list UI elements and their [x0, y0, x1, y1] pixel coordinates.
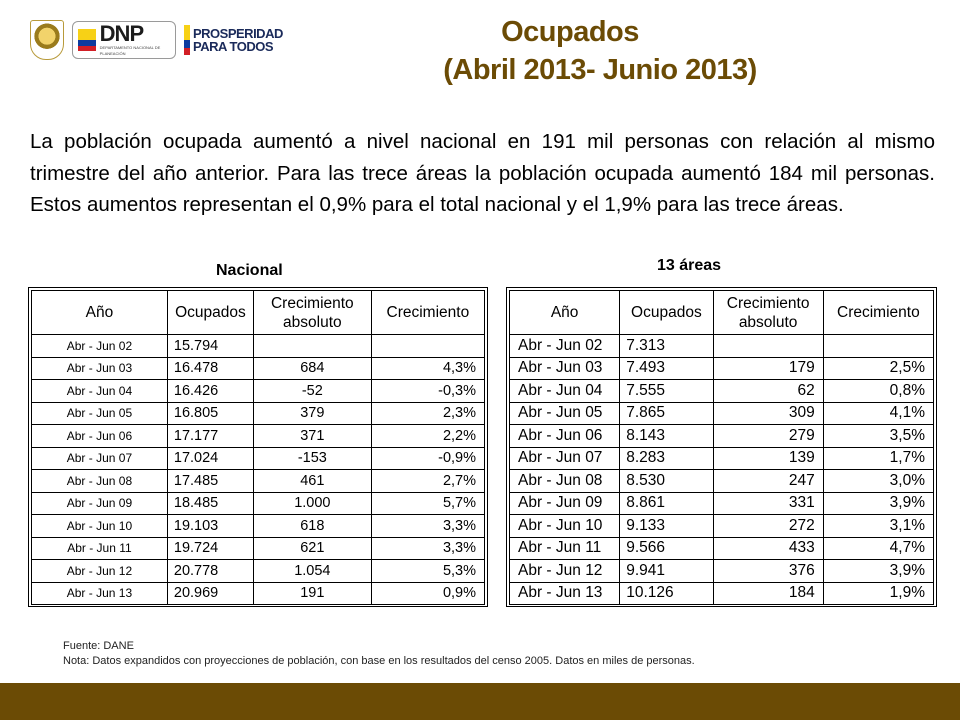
nacional-table-cell: 3,3%: [371, 537, 484, 560]
nacional-table-label: Nacional: [216, 262, 283, 279]
flag-icon: [78, 29, 96, 51]
nacional-table-cell: 1.054: [253, 560, 371, 583]
header-logos: [30, 18, 283, 62]
trece-areas-table-row: [510, 515, 934, 538]
nacional-table-cell: 19.724: [167, 537, 253, 560]
trece-areas-table-row: [510, 402, 934, 425]
trece-areas-table-cell: 9.566: [620, 537, 713, 560]
nacional-table-cell: Abr - Jun 12: [32, 560, 168, 583]
trece-areas-table-cell: 9.133: [620, 515, 713, 538]
trece-areas-table-cell: 184: [713, 582, 823, 605]
summary-paragraph: La población ocupada aumentó a nivel nacional en 191 mil personas con relación al mismo trimestre del año anterior. Para las trece áreas la población ocupada aumentó 184 mil personas. Estos aumentos representan el 0,9% para el total nacional y el 1,9% para las trece áreas.: [30, 130, 935, 216]
nacional-table-cell: Abr - Jun 11: [32, 537, 168, 560]
nacional-table-cell: Abr - Jun 03: [32, 357, 168, 380]
nacional-table-cell: 20.969: [167, 582, 253, 605]
trece-areas-table-cell: Abr - Jun 11: [510, 537, 620, 560]
nacional-table-cell: Abr - Jun 10: [32, 515, 168, 538]
trece-areas-table-cell: 8.143: [620, 425, 713, 448]
trece-areas-table-cell: 8.530: [620, 470, 713, 493]
flag-bars-icon: [184, 25, 190, 55]
nacional-table: [28, 287, 488, 607]
footer-band: [0, 683, 960, 720]
nacional-table-cell: 16.805: [167, 402, 253, 425]
trece-areas-table-cell: 309: [713, 402, 823, 425]
data-note: Nota: Datos expandidos con proyecciones de población, con base en los resultados del censo 2005. Datos en miles de personas.: [63, 655, 695, 667]
trece-areas-table-cell: Abr - Jun 05: [510, 402, 620, 425]
trece-areas-table-cell: [713, 335, 823, 358]
nacional-table-row: [32, 380, 485, 403]
nacional-table-row: [32, 537, 485, 560]
trece-areas-table-cell: [823, 335, 933, 358]
nacional-table-row: [32, 425, 485, 448]
trece-areas-table-cell: Abr - Jun 09: [510, 492, 620, 515]
nacional-table-cell: -0,3%: [371, 380, 484, 403]
trece-areas-table-cell: 3,5%: [823, 425, 933, 448]
trece-areas-table-cell: Abr - Jun 12: [510, 560, 620, 583]
trece-areas-table-row: [510, 447, 934, 470]
trece-areas-table-cell: 331: [713, 492, 823, 515]
nacional-table-cell: 379: [253, 402, 371, 425]
trece-areas-table-row: [510, 470, 934, 493]
trece-areas-table-cell: 433: [713, 537, 823, 560]
trece-areas-table-cell: 3,9%: [823, 492, 933, 515]
trece-areas-table-cell: 3,1%: [823, 515, 933, 538]
nacional-table-cell: Abr - Jun 02: [32, 335, 168, 358]
nacional-header-cell: Crecimiento: [371, 291, 484, 335]
trece-areas-table-cell: 272: [713, 515, 823, 538]
nacional-header-cell: Año: [32, 291, 168, 335]
trece-areas-table-cell: 7.555: [620, 380, 713, 403]
trece-areas-table-label: 13 áreas: [657, 257, 722, 274]
trece-areas-table-cell: 3,9%: [823, 560, 933, 583]
nacional-table-cell: 371: [253, 425, 371, 448]
trece-areas-table-cell: 247: [713, 470, 823, 493]
nacional-header-row: [32, 291, 485, 335]
trece-areas-table-cell: 8.861: [620, 492, 713, 515]
nacional-table-cell: 1.000: [253, 492, 371, 515]
nacional-table-row: [32, 470, 485, 493]
nacional-table-cell: 20.778: [167, 560, 253, 583]
nacional-table-cell: 621: [253, 537, 371, 560]
coat-of-arms-icon: [30, 20, 64, 60]
nacional-table-cell: 16.426: [167, 380, 253, 403]
nacional-table-row: [32, 357, 485, 380]
nacional-table-cell: 5,7%: [371, 492, 484, 515]
nacional-table-cell: 0,9%: [371, 582, 484, 605]
nacional-table-cell: Abr - Jun 04: [32, 380, 168, 403]
nacional-table-row: [32, 560, 485, 583]
trece-areas-header-cell: Crecimiento absoluto: [713, 291, 823, 335]
trece-areas-table-cell: Abr - Jun 10: [510, 515, 620, 538]
trece-areas-table-cell: Abr - Jun 07: [510, 447, 620, 470]
page-title: Ocupados: [501, 16, 639, 48]
trece-areas-header-cell: Crecimiento: [823, 291, 933, 335]
nacional-table-cell: [253, 335, 371, 358]
nacional-header-cell: Ocupados: [167, 291, 253, 335]
nacional-table-cell: 17.485: [167, 470, 253, 493]
nacional-table-cell: 2,7%: [371, 470, 484, 493]
source-note: Fuente: DANE: [63, 640, 134, 652]
nacional-table-cell: Abr - Jun 07: [32, 447, 168, 470]
trece-areas-table-cell: Abr - Jun 04: [510, 380, 620, 403]
nacional-table-cell: -0,9%: [371, 447, 484, 470]
trece-areas-table-row: [510, 357, 934, 380]
dnp-logo-subtext: DEPARTAMENTO NACIONAL DE PLANEACIÓN: [99, 45, 161, 56]
trece-areas-table-cell: Abr - Jun 08: [510, 470, 620, 493]
nacional-table-cell: 17.024: [167, 447, 253, 470]
nacional-table-row: [32, 447, 485, 470]
trece-areas-table-cell: 7.865: [620, 402, 713, 425]
trece-areas-table-row: [510, 560, 934, 583]
nacional-table-row: [32, 515, 485, 538]
nacional-table-cell: 15.794: [167, 335, 253, 358]
trece-areas-table-cell: 9.941: [620, 560, 713, 583]
nacional-table-cell: 2,2%: [371, 425, 484, 448]
trece-areas-table-cell: 1,7%: [823, 447, 933, 470]
nacional-table-cell: [371, 335, 484, 358]
trece-areas-table-cell: 7.493: [620, 357, 713, 380]
nacional-table-row: [32, 402, 485, 425]
nacional-table-cell: Abr - Jun 08: [32, 470, 168, 493]
nacional-header-cell: Crecimiento absoluto: [253, 291, 371, 335]
trece-areas-table-cell: 3,0%: [823, 470, 933, 493]
nacional-table-cell: 19.103: [167, 515, 253, 538]
nacional-table-row: [32, 335, 485, 358]
trece-areas-table-row: [510, 335, 934, 358]
nacional-table-cell: Abr - Jun 13: [32, 582, 168, 605]
trece-areas-table-cell: 2,5%: [823, 357, 933, 380]
nacional-table-cell: 4,3%: [371, 357, 484, 380]
page-subtitle: (Abril 2013- Junio 2013): [443, 54, 757, 86]
trece-areas-table-cell: 7.313: [620, 335, 713, 358]
trece-areas-table-cell: 179: [713, 357, 823, 380]
trece-areas-header-cell: Ocupados: [620, 291, 713, 335]
nacional-table-cell: -52: [253, 380, 371, 403]
nacional-table-cell: 18.485: [167, 492, 253, 515]
prosperidad-logo: [184, 25, 283, 55]
nacional-table-cell: 3,3%: [371, 515, 484, 538]
trece-areas-table-row: [510, 537, 934, 560]
trece-areas-table-cell: 0,8%: [823, 380, 933, 403]
trece-areas-table-cell: Abr - Jun 13: [510, 582, 620, 605]
trece-areas-header-row: [510, 291, 934, 335]
nacional-table-cell: Abr - Jun 05: [32, 402, 168, 425]
trece-areas-table-cell: 1,9%: [823, 582, 933, 605]
trece-areas-table-cell: 376: [713, 560, 823, 583]
nacional-table-cell: 17.177: [167, 425, 253, 448]
nacional-table-cell: 2,3%: [371, 402, 484, 425]
trece-areas-table-cell: 8.283: [620, 447, 713, 470]
nacional-table-row: [32, 492, 485, 515]
trece-areas-table-cell: Abr - Jun 06: [510, 425, 620, 448]
nacional-table-cell: 618: [253, 515, 371, 538]
trece-areas-table-cell: 139: [713, 447, 823, 470]
trece-areas-table-cell: Abr - Jun 02: [510, 335, 620, 358]
trece-areas-table-row: [510, 380, 934, 403]
trece-areas-table-cell: 4,7%: [823, 537, 933, 560]
trece-areas-table-cell: 62: [713, 380, 823, 403]
nacional-table-cell: 461: [253, 470, 371, 493]
trece-areas-table-row: [510, 425, 934, 448]
nacional-table-cell: 5,3%: [371, 560, 484, 583]
trece-areas-table: [506, 287, 937, 607]
prosperidad-line2: PARA TODOS: [193, 39, 273, 54]
nacional-table-cell: 191: [253, 582, 371, 605]
dnp-logo-text: DNP: [99, 21, 144, 46]
trece-areas-table-row: [510, 492, 934, 515]
trece-areas-table-row: [510, 582, 934, 605]
nacional-table-cell: 16.478: [167, 357, 253, 380]
nacional-table-row: [32, 582, 485, 605]
trece-areas-header-cell: Año: [510, 291, 620, 335]
nacional-table-cell: Abr - Jun 09: [32, 492, 168, 515]
trece-areas-table-cell: 10.126: [620, 582, 713, 605]
nacional-table-cell: -153: [253, 447, 371, 470]
trece-areas-table-cell: 4,1%: [823, 402, 933, 425]
prosperidad-line1: PROSPERIDAD: [193, 26, 283, 41]
trece-areas-table-cell: 279: [713, 425, 823, 448]
nacional-table-cell: Abr - Jun 06: [32, 425, 168, 448]
dnp-logo: [72, 21, 176, 59]
trece-areas-table-cell: Abr - Jun 03: [510, 357, 620, 380]
nacional-table-cell: 684: [253, 357, 371, 380]
